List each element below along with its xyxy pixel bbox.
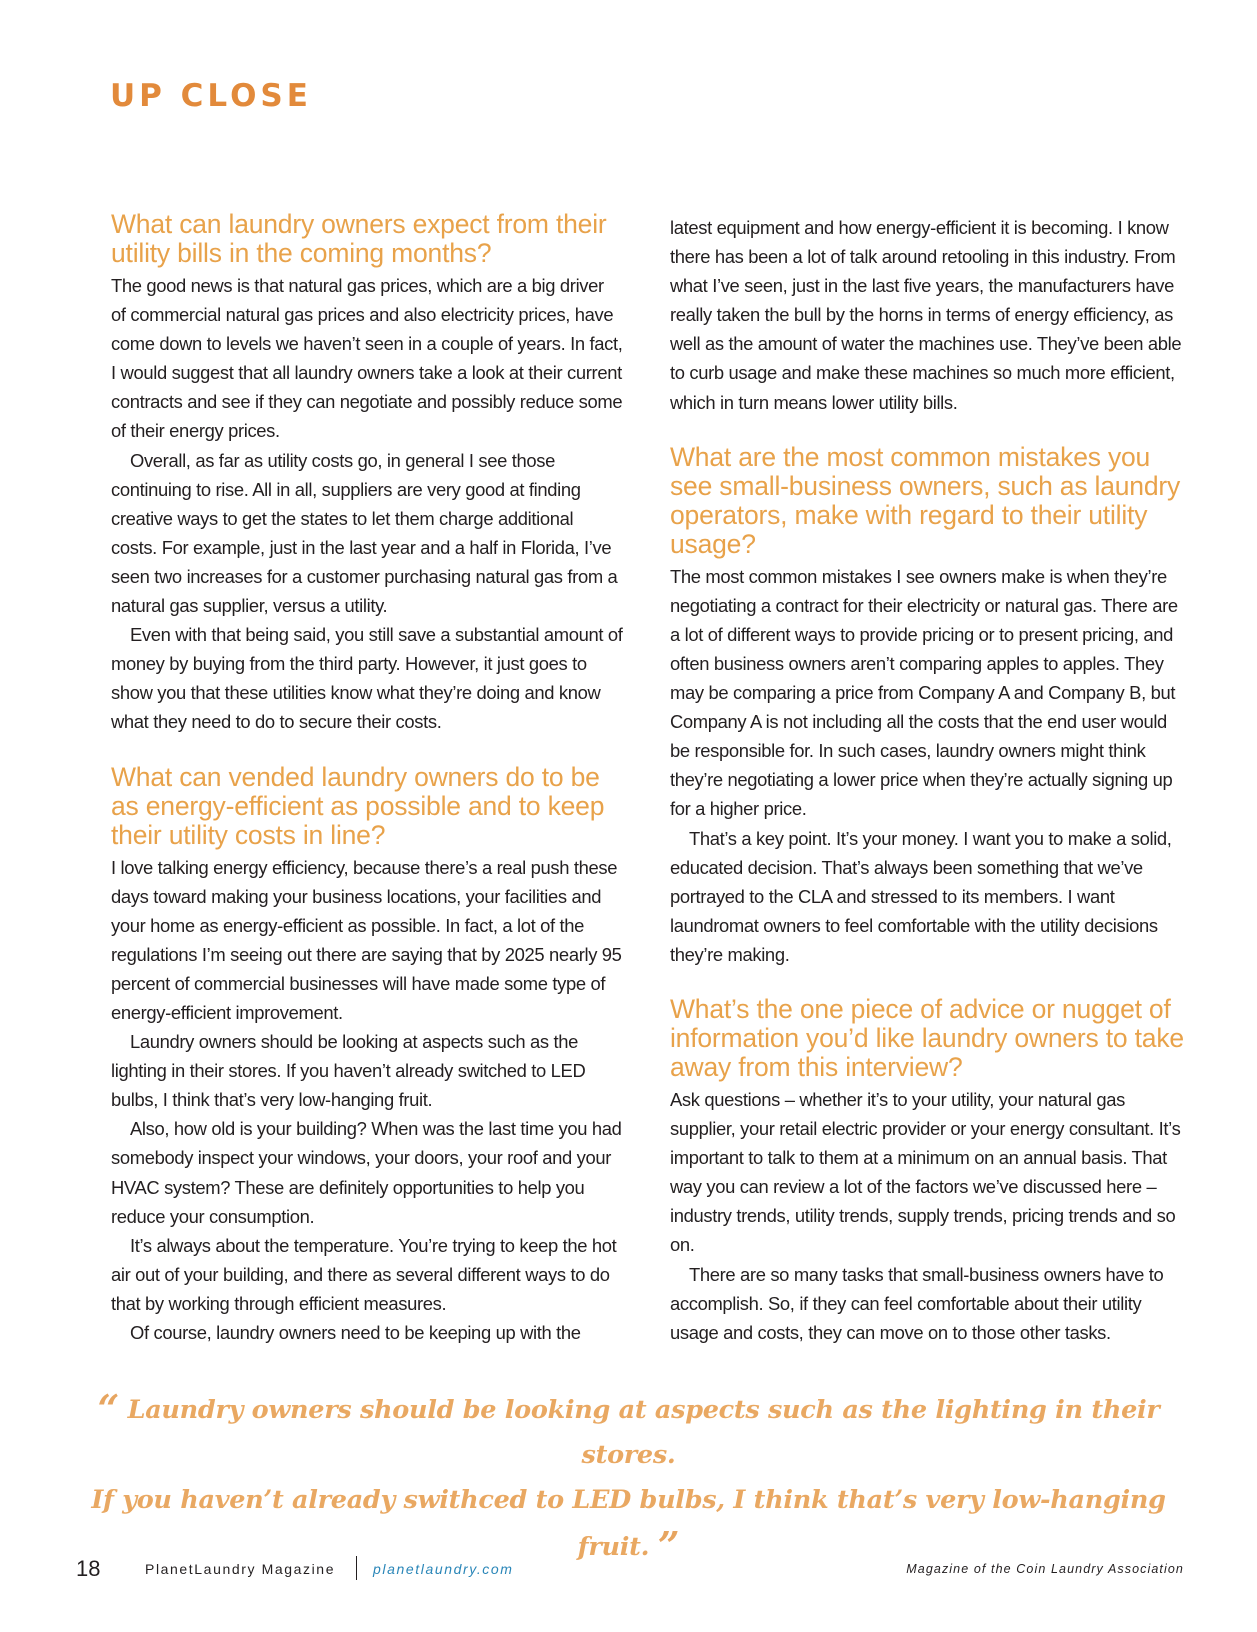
answer-paragraph: The good news is that natural gas prices, which are a big driver of commercial natural gas prices and also electricity prices, have come down to levels we haven’t seen in a couple of years. In fact, I would suggest that all laundry owners take a look at their current contracts and see if they can negotiate and possibly reduce some of their energy prices.	[111, 275, 623, 442]
answer-paragraph: The most common mistakes I see owners make is when they’re negotiating a contract for their electricity or natural gas. There are a lot of different ways to provide pricing or to present pricing, and often business owners aren’t comparing apples to apples. They may be comparing a price from Company A and Company B, but Company A is not including all the costs that the end user would be responsible for. In such cases, laundry owners might think they’re negotiating a lower price when they’re actually signing up for a higher price.	[670, 565, 1178, 820]
right-column	[670, 213, 1190, 1347]
answer-paragraph: latest equipment and how energy-efficient it is becoming. I know there has been a lot of talk around retooling in this industry. From what I’ve seen, just in the last five years, the manufacturers have really taken the bull by the horns in terms of energy efficiency, as well as the amount of water the machines use. They’ve been able to curb usage and make these machines so much more efficient, which in turn means lower utility bills.	[670, 217, 1182, 413]
pull-quote-line	[60, 1386, 1197, 1478]
left-column	[111, 210, 623, 1347]
answer-paragraph: Ask questions – whether it’s to your utility, your natural gas supplier, your retail electric provider or your energy consultant. It’s important to talk to them at a minimum on an annual basis. That way you can review a lot of the factors we’ve discussed here – industry trends, utility trends, supply trends, pricing trends and so on.	[670, 1088, 1181, 1256]
question-heading: What can laundry owners expect from their utility bills in the coming months?	[111, 209, 607, 268]
question-heading: What are the most common mistakes you see small-business owners, such as laundry operators, make with regard to their utility usage?	[670, 441, 1181, 559]
pull-quote-text: Laundry owners should be looking at aspects such as the lighting in their stores.	[127, 1395, 1160, 1470]
answer-paragraph: There are so many tasks that small-business owners have to accomplish. So, if they can feel comfortable about their utility usage and costs, they can move on to those other tasks.	[670, 1263, 1164, 1343]
answer-paragraph: Of course, laundry owners need to be keeping up with the	[130, 1322, 581, 1343]
answer-paragraph: Laundry owners should be looking at aspects such as the lighting in their stores. If you haven’t already switched to LED bulbs, I think that’s very low-hanging fruit.	[111, 1031, 586, 1111]
association-tagline: Magazine of the Coin Laundry Association	[906, 1562, 1184, 1576]
pull-quote	[60, 1386, 1197, 1570]
pull-quote-text: If you haven’t already swithced to LED bulbs, I think that’s very low-hanging fruit.	[91, 1485, 1166, 1562]
section-label: UP CLOSE	[110, 78, 312, 114]
magazine-name: PlanetLaundry Magazine	[145, 1561, 336, 1577]
footer-divider	[356, 1556, 357, 1580]
answer-paragraph: That’s a key point. It’s your money. I want you to make a solid, educated decision. That’s always been something that we’ve portrayed to the CLA and stressed to its members. I want laundromat owners to feel comfortable with the utility decisions they’re making.	[670, 827, 1172, 965]
page-footer	[0, 1556, 1257, 1586]
answer-paragraph: Overall, as far as utility costs go, in general I see those continuing to rise. All in all, suppliers are very good at finding creative ways to get the states to let them charge additional costs. For example, just in the last year and a half in Florida, I’ve seen two increases for a customer purchasing natural gas from a natural gas supplier, versus a utility.	[111, 449, 618, 617]
answer-paragraph: Also, how old is your building? When was the last time you had somebody inspect your windows, your doors, your roof and your HVAC system? These are definitely opportunities to help you reduce your consumption.	[111, 1118, 622, 1227]
answer-paragraph: It’s always about the temperature. You’re trying to keep the hot air out of your building, and there as several different ways to do that by working through efficient measures.	[111, 1234, 617, 1314]
page-number: 18	[76, 1556, 101, 1581]
question-heading: What can vended laundry owners do to be as energy-efficient as possible and to keep their utility costs in line?	[111, 761, 605, 850]
close-quote-mark: ”	[657, 1523, 680, 1568]
open-quote-mark: “	[97, 1386, 119, 1431]
question-heading: What’s the one piece of advice or nugget of information you’d like laundry owners to take away from this interview?	[670, 993, 1184, 1082]
answer-paragraph: Even with that being said, you still save a substantial amount of money by buying from the third party. However, it just goes to show you that these utilities know what they’re doing and know what they need to do to secure their costs.	[111, 624, 623, 733]
website-link[interactable]: planetlaundry.com	[373, 1561, 514, 1577]
answer-paragraph: I love talking energy efficiency, because there’s a real push these days toward making your business locations, your facilities and your home as energy-efficient as possible. In fact, a lot of the regulations I’m seeing out there are saying that by 2025 nearly 95 percent of commercial businesses will have made some type of energy-efficient improvement.	[111, 856, 622, 1023]
